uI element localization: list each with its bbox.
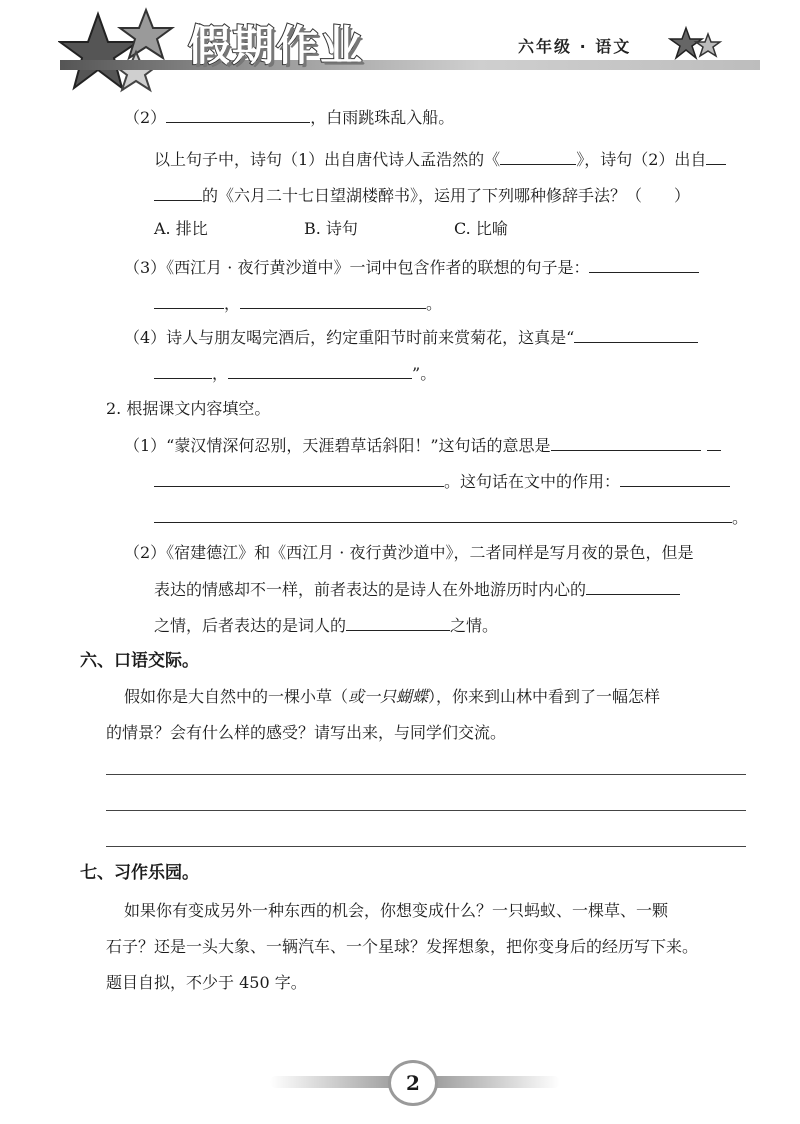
section-7-line1: 如果你有变成另外一种东西的机会，你想变成什么？一只蚂蚁、一棵草、一颗 <box>124 901 669 920</box>
answer-blank[interactable] <box>154 290 224 309</box>
option-a[interactable]: A. 排比 <box>154 219 208 238</box>
page-header <box>0 0 800 100</box>
answer-blank[interactable] <box>620 468 730 487</box>
answer-blank[interactable] <box>154 504 732 523</box>
answer-blank[interactable] <box>707 432 721 451</box>
q1-item3-cont: ， 。 <box>154 290 442 317</box>
q1-item4: （4）诗人与朋友喝完酒后，约定重阳节时前来赏菊花，这真是“ <box>124 324 698 351</box>
section-7-line2: 石子？还是一头大象、一辆汽车、一个星球？发挥想象，把你变身后的经历写下来。 <box>106 937 699 956</box>
q1-options <box>154 216 508 242</box>
writing-line[interactable] <box>106 774 746 775</box>
writing-line[interactable] <box>106 846 746 847</box>
q2-item2: （2）《宿建德江》和《西江月 · 夜行黄沙道中》，二者同样是写月夜的景色，但是 <box>124 543 694 562</box>
q1-item3: （3）《西江月 · 夜行黄沙道中》一词中包含作者的联想的句子是： <box>124 254 699 281</box>
q1-line-b: 的《六月二十七日望湖楼醉书》，运用了下列哪种修辞手法？（ ） <box>154 182 690 209</box>
q2-item2-line3: 之情，后者表达的是词人的 之情。 <box>154 612 498 639</box>
stars-decoration-icon <box>58 6 188 98</box>
q1-item2: （2） ，白雨跳珠乱入船。 <box>124 104 454 131</box>
section-7-line3: 题目自拟，不少于 450 字。 <box>106 973 307 992</box>
answer-blank[interactable] <box>154 182 202 201</box>
section-7-heading: 七、习作乐园。 <box>80 863 199 883</box>
section-6-line2: 的情景？会有什么样的感受？请写出来，与同学们交流。 <box>106 723 507 742</box>
answer-blank[interactable] <box>154 360 212 379</box>
answer-blank[interactable] <box>706 146 726 165</box>
q2-item1-line3: 。 <box>154 504 748 531</box>
q1-line-a: 以上句子中，诗句（1）出自唐代诗人孟浩然的《 》，诗句（2）出自 <box>154 146 726 173</box>
answer-blank[interactable] <box>551 432 701 451</box>
page-number: 2 <box>388 1060 438 1106</box>
q2-item1-cont: 。这句话在文中的作用： <box>154 468 730 495</box>
answer-blank[interactable] <box>346 612 450 631</box>
header-band <box>60 60 760 70</box>
q1-item4-cont: ， ”。 <box>154 360 436 387</box>
answer-blank[interactable] <box>589 254 699 273</box>
page-title: 假期作业 <box>188 21 365 70</box>
star-decoration-icon <box>668 24 724 64</box>
option-c[interactable]: C. 比喻 <box>454 219 508 238</box>
answer-blank[interactable] <box>154 468 444 487</box>
section-6-heading: 六、口语交际。 <box>80 651 199 671</box>
q2-heading: 2. 根据课文内容填空。 <box>106 399 271 418</box>
answer-blank[interactable] <box>166 104 310 123</box>
q2-item1: （1）“蒙汉情深何忍别，天涯碧草话斜阳！”这句话的意思是 <box>124 432 721 459</box>
answer-blank[interactable] <box>574 324 698 343</box>
grade-subject-label: 六年级 · 语文 <box>518 37 632 56</box>
answer-blank[interactable] <box>228 360 412 379</box>
writing-line[interactable] <box>106 810 746 811</box>
answer-blank[interactable] <box>500 146 576 165</box>
q2-item2-cont: 表达的情感却不一样，前者表达的是诗人在外地游历时内心的 <box>154 576 680 603</box>
option-b[interactable]: B. 诗句 <box>304 219 358 238</box>
answer-blank[interactable] <box>240 290 426 309</box>
page-footer <box>0 1030 800 1120</box>
answer-blank[interactable] <box>586 576 680 595</box>
section-6-line1: 假如你是大自然中的一棵小草（或一只蝴蝶），你来到山林中看到了一幅怎样 <box>124 687 661 706</box>
